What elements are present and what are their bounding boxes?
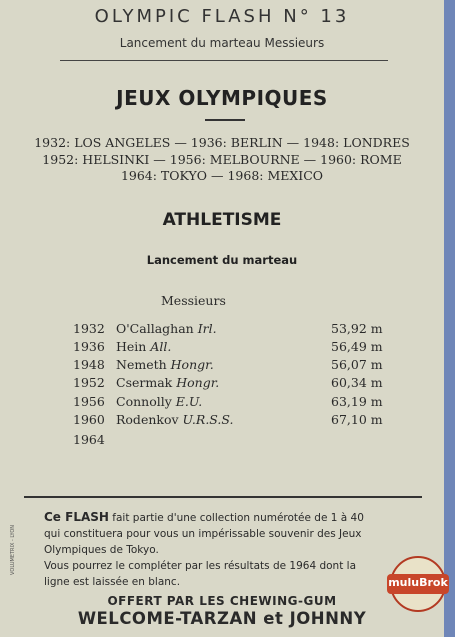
games-underline [205,119,245,121]
collection-note [44,509,424,558]
result-row [0,412,444,430]
result-athlete [116,357,214,372]
result-year: 1952 [73,375,105,390]
athlete-country: Irl. [197,321,217,336]
result-mark: 60,34 m [331,375,383,390]
result-year: 1956 [73,394,105,409]
athlete-name: O'Callaghan [116,321,194,336]
result-mark: 67,10 m [331,412,383,427]
result-mark: 56,07 m [331,357,383,372]
result-row [0,394,444,412]
result-row-blank [0,432,444,450]
host-cities-line-3: 1964: TOKYO — 1968: MEXICO [120,168,324,183]
result-athlete [116,375,219,390]
host-cities-line-2: 1952: HELSINKI — 1956: MELBOURNE — 1960: ROME [42,152,402,167]
result-year: 1960 [73,412,105,427]
result-row [0,321,444,339]
result-year: 1948 [73,357,105,372]
card-title: OLYMPIC FLASH N° 13 [94,6,350,27]
host-cities-line-1: 1932: LOS ANGELES — 1936: BERLIN — 1948: LONDRES [34,135,410,150]
collection-note-line-2: qui constituera pour vous un impérissable souvenir des Jeux [44,528,362,540]
athlete-country: Hongr. [176,375,220,390]
header-divider [60,60,388,61]
result-year: 1964 [73,432,105,447]
result-athlete [116,394,202,409]
result-mark: 56,49 m [331,339,383,354]
collection-note-text: fait partie d'une collection numérotée de 1 à 40 [112,512,364,524]
athlete-name: Hein [116,339,147,354]
card-subtitle: Lancement du marteau Messieurs [119,36,325,50]
result-year: 1932 [73,321,105,336]
result-athlete [116,412,233,427]
collection-note-line-3: Olympiques de Tokyo. [44,544,159,556]
completion-note-line-2: ligne est laissée en blanc. [44,576,181,588]
athlete-country: All. [150,339,172,354]
watermark-label: muluBrok [388,576,448,589]
flash-word: Ce FLASH [44,510,109,524]
result-row [0,339,444,357]
result-mark: 63,19 m [331,394,383,409]
athlete-country: Hongr. [170,357,214,372]
sport-heading: ATHLETISME [162,210,282,230]
games-heading: JEUX OLYMPIQUES [116,86,328,110]
completion-note-line-1: Vous pourrez le compléter par les résultats de 1964 dont la [44,560,357,572]
athlete-country: E.U. [175,394,203,409]
athlete-name: Nemeth [116,357,167,372]
athlete-name: Rodenkov [116,412,179,427]
footer-divider [24,496,422,498]
result-row [0,357,444,375]
result-athlete [116,339,171,354]
sponsor-offer: OFFERT PAR LES CHEWING-GUM [107,594,337,608]
athlete-country: U.R.S.S. [182,412,234,427]
result-athlete [116,321,217,336]
collection-note-line-1 [44,509,424,526]
watermark-stamp [385,556,451,614]
event-name: Lancement du marteau [146,253,298,267]
athlete-name: Csermak [116,375,173,390]
printer-imprint: VOLUMETRIX - LYON [10,525,16,575]
category-label: Messieurs [161,293,226,308]
result-row [0,375,444,393]
sponsor-brand: WELCOME-TARZAN et JOHNNY [77,609,367,628]
result-year: 1936 [73,339,105,354]
result-mark: 53,92 m [331,321,383,336]
athlete-name: Connolly [116,394,172,409]
completion-note [44,558,424,590]
